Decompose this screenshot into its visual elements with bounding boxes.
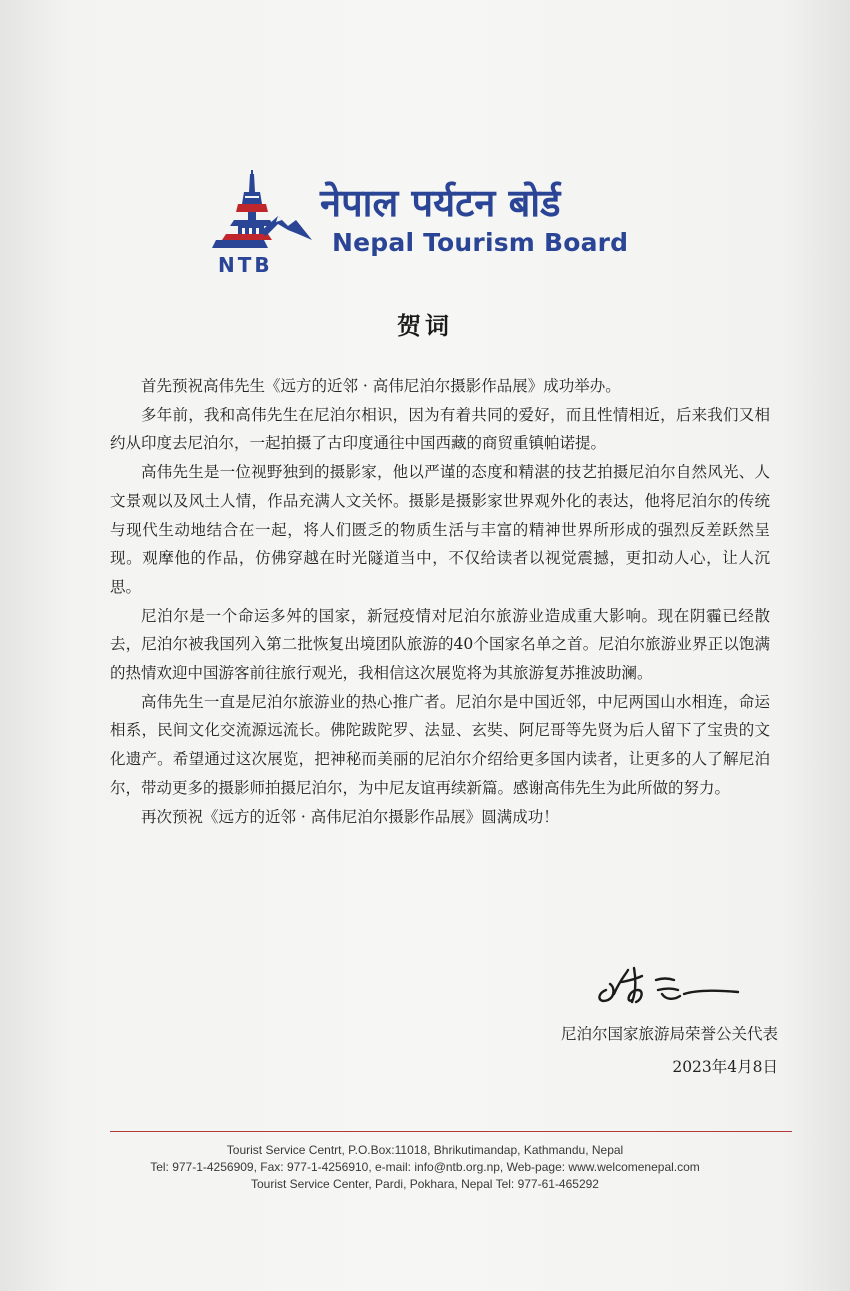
paragraph: 高伟先生是一位视野独到的摄影家，他以严谨的态度和精湛的技艺拍摄尼泊尔自然风光、人文景观以及风土人情，作品充满人文关怀。摄影是摄影家世界观外化的表达，他将尼泊尔的传统与现代生动地结合在一起，将人们匮乏的物质生活与丰富的精神世界所形成的强烈反差跃然呈现。观摩他的作品，仿佛穿越在时光隧道当中，不仅给读者以视觉震撼，更扣动人心，让人沉思。 xyxy=(110,463,770,596)
letter-date: 2023年4月8日 xyxy=(672,1058,778,1076)
letterhead-footer xyxy=(0,1142,850,1193)
logo-text: NTB xyxy=(218,253,273,277)
board-name-nepali: नेपाल पर्यटन बोर्ड xyxy=(320,181,561,225)
handwritten-signature xyxy=(592,960,742,1010)
footer-divider xyxy=(110,1131,792,1132)
ntb-logo xyxy=(208,168,312,278)
paragraph: 首先预祝高伟先生《远方的近邻 · 高伟尼泊尔摄影作品展》成功举办。 xyxy=(141,377,621,395)
footer-address-kathmandu: Tourist Service Centrt, P.O.Box:11018, Bhrikutimandap, Kathmandu, Nepal xyxy=(226,1143,624,1157)
letter-heading: 贺词 xyxy=(397,312,453,340)
letter-body xyxy=(110,372,770,831)
footer-contact: Tel: 977-1-4256909, Fax: 977-1-4256910, e-mail: info@ntb.org.np, Web-page: www.welcomenepal.com xyxy=(150,1160,700,1174)
paragraph: 再次预祝《远方的近邻 · 高伟尼泊尔摄影作品展》圆满成功！ xyxy=(141,807,559,826)
board-name-english: Nepal Tourism Board xyxy=(332,228,629,257)
stupa-icon xyxy=(212,170,274,248)
footer-address-pokhara: Tourist Service Center, Pardi, Pokhara, Nepal Tel: 977-61-465292 xyxy=(251,1177,599,1191)
paragraph: 高伟先生一直是尼泊尔旅游业的热心推广者。尼泊尔是中国近邻，中尼两国山水相连，命运相系，民间文化交流源远流长。佛陀跋陀罗、法显、玄奘、阿尼哥等先贤为后人留下了宝贵的文化遗产。希望通过这次展览，把神秘而美丽的尼泊尔介绍给更多国内读者，让更多的人了解尼泊尔，带动更多的摄影师拍摄尼泊尔，为中尼友谊再续新篇。感谢高伟先生为此所做的努力。 xyxy=(110,692,770,797)
paragraph: 尼泊尔是一个命运多舛的国家，新冠疫情对尼泊尔旅游业造成重大影响。现在阴霾已经散去，尼泊尔被我国列入第二批恢复出境团队旅游的40个国家名单之首。尼泊尔旅游业界正以饱满的热情欢迎中国游客前往旅行观光，我相信这次展览将为其旅游复苏推波助澜。 xyxy=(110,606,770,683)
signer-title: 尼泊尔国家旅游局荣誉公关代表 xyxy=(560,1025,778,1043)
paragraph: 多年前，我和高伟先生在尼泊尔相识，因为有着共同的爱好，而且性情相近，后来我们又相约从印度去尼泊尔，一起拍摄了古印度通往中国西藏的商贸重镇帕诺提。 xyxy=(110,405,770,453)
